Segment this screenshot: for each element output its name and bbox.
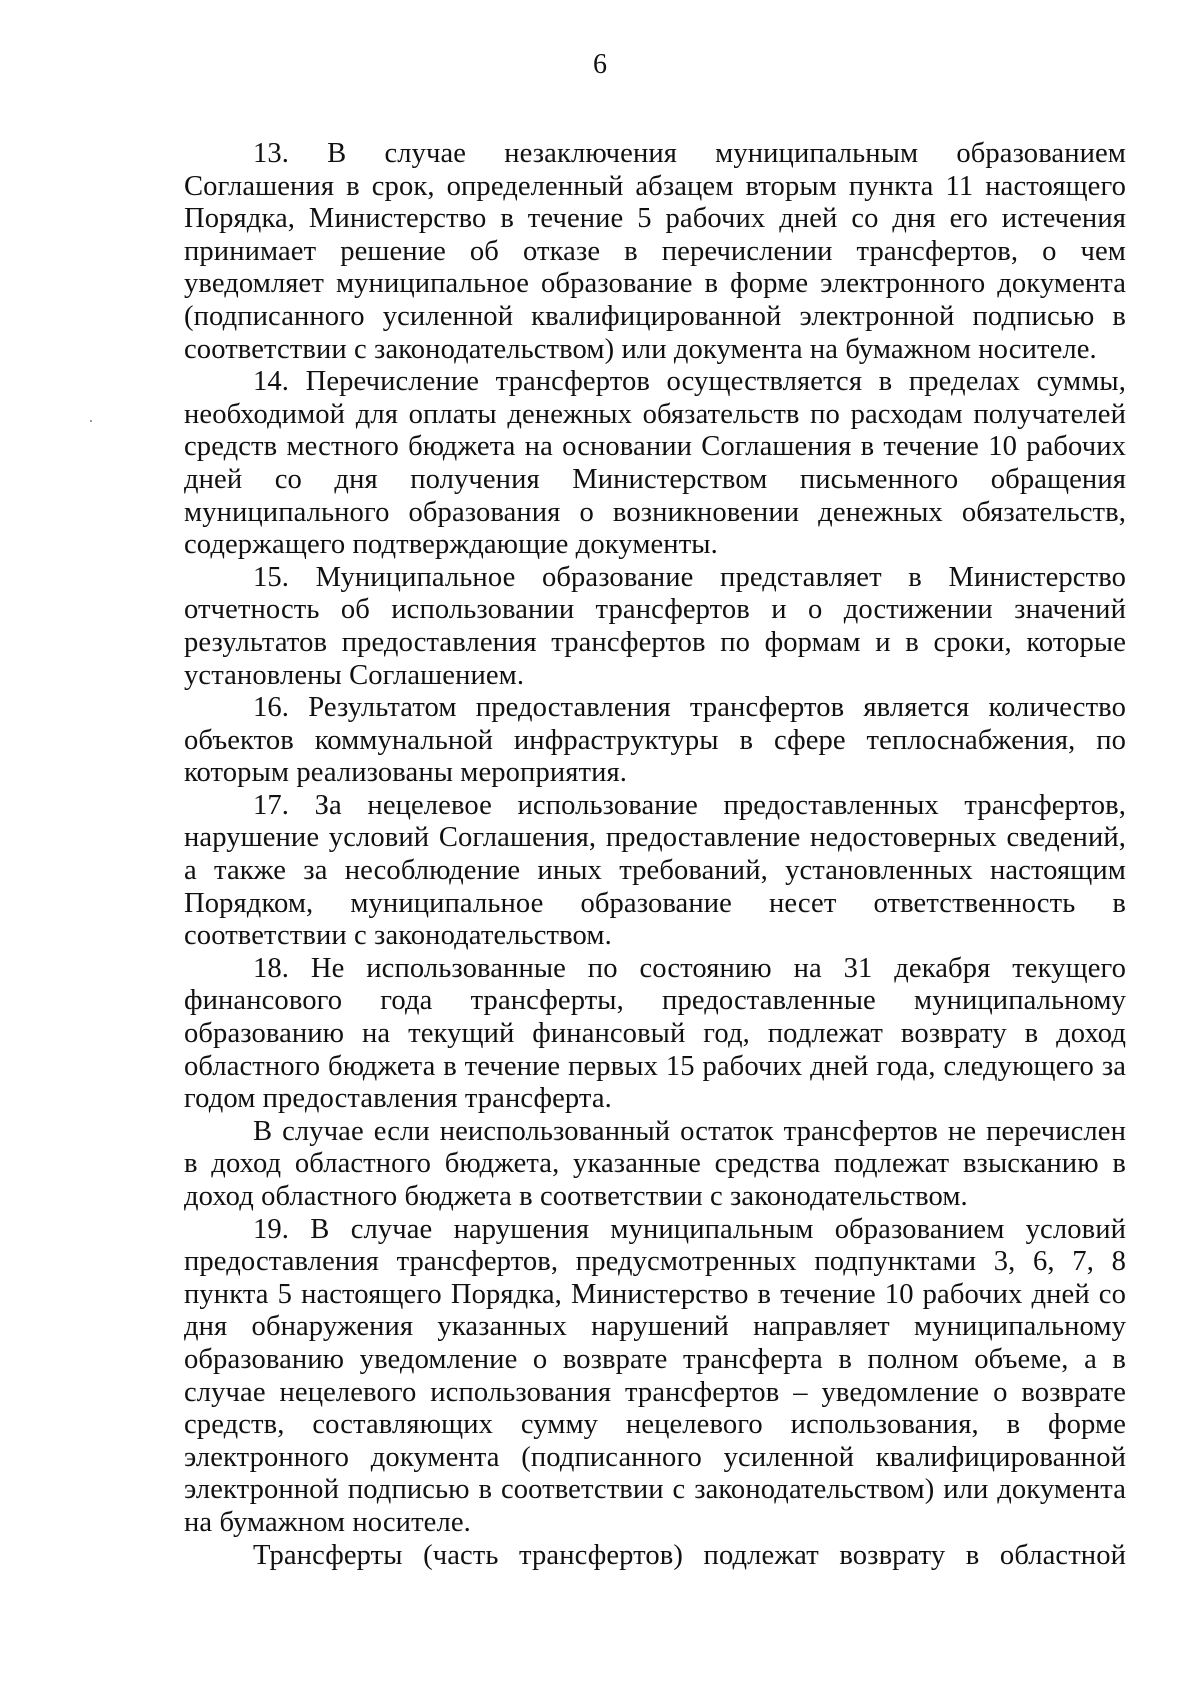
- paragraph-18: 18. Не использованные по состоянию на 31 декабря текущего финансового года трансферты, предоставленные муниципальному образованию на текущий финансовый год, подлежат возврату в доход областного бюджета в течение первых 15 рабочих дней года, следующего за годом предоставления трансферта.: [184, 952, 1126, 1115]
- paragraph-17: 17. За нецелевое использование предоставленных трансфертов, нарушение условий Соглашения, предоставление недостоверных сведений, а также за несоблюдение иных требований, установленных настоящим Порядком, муниципальное образование несет ответственность в соответствии с законодательством.: [184, 789, 1126, 952]
- paragraph-18-continued: В случае если неиспользованный остаток трансфертов не перечислен в доход областного бюджета, указанные средства подлежат взысканию в доход областного бюджета в соответствии с законодательством.: [184, 1115, 1126, 1212]
- page-number: 6: [593, 49, 607, 80]
- paragraph-19-continued: Трансферты (часть трансфертов) подлежат возврату в областной: [253, 1539, 1126, 1571]
- paragraph-15: 15. Муниципальное образование представляет в Министерство отчетность об использовании трансфертов и о достижении значений результатов предоставления трансфертов по формам и в сроки, которые установлены Соглашением.: [184, 561, 1126, 691]
- paragraph-19: 19. В случае нарушения муниципальным образованием условий предоставления трансфертов, предусмотренных подпунктами 3, 6, 7, 8 пункта 5 настоящего Порядка, Министерство в течение 10 рабочих дней со дня обнаружения указанных нарушений направляет муниципальному образованию уведомление о возврате трансферта в полном объеме, а в случае нецелевого использования трансфертов – уведомление о возврате средств, составляющих сумму нецелевого использования, в форме электронного документа (подписанного усиленной квалифицированной электронной подписью в соответствии с законодательством) или документа на бумажном носителе.: [184, 1213, 1126, 1538]
- scan-speck: [90, 420, 92, 422]
- document-body: [184, 138, 1126, 1572]
- paragraph-16: 16. Результатом предоставления трансфертов является количество объектов коммунальной инфраструктуры в сфере теплоснабжения, по которым реализованы мероприятия.: [184, 692, 1126, 789]
- paragraph-13: 13. В случае незаключения муниципальным образованием Соглашения в срок, определенный абзацем вторым пункта 11 настоящего Порядка, Министерство в течение 5 рабочих дней со дня его истечения принимает решение об отказе в перечислении трансфертов, о чем уведомляет муниципальное образование в форме электронного документа (подписанного усиленной квалифицированной электронной подписью в соответствии с законодательством) или документа на бумажном носителе.: [184, 138, 1126, 365]
- paragraph-14: 14. Перечисление трансфертов осуществляется в пределах суммы, необходимой для оплаты денежных обязательств по расходам получателей средств местного бюджета на основании Соглашения в течение 10 рабочих дней со дня получения Министерством письменного обращения муниципального образования о возникновении денежных обязательств, содержащего подтверждающие документы.: [184, 366, 1126, 561]
